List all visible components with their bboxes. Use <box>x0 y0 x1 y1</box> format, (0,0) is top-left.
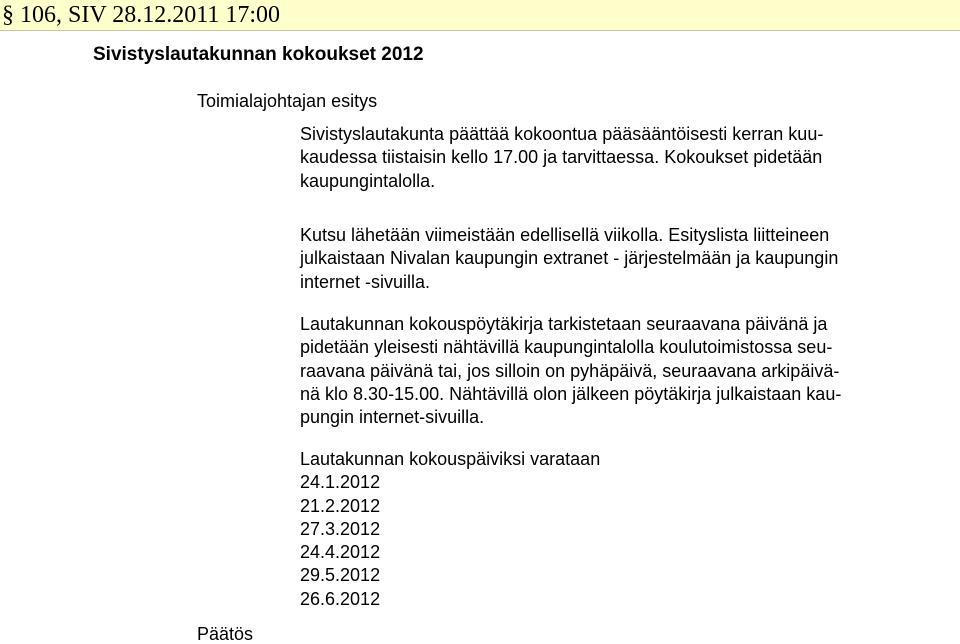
paragraph-line: pidetään yleisesti nähtävillä kaupungintalolla koulutoimistossa seu- <box>300 337 833 358</box>
paragraph-meeting-schedule <box>300 123 900 193</box>
paragraph-line: Lautakunnan kokouspöytäkirja tarkistetaan seuraavana päivänä ja <box>300 314 828 334</box>
paragraph-line: Kutsu lähetään viimeistään edellisellä viikolla. Esityslista liitteineen <box>300 225 830 245</box>
meeting-dates-intro: Lautakunnan kokouspäiviksi varataan <box>300 449 601 469</box>
meeting-date-item: 24.4.2012 <box>300 542 381 563</box>
paragraph-invitation <box>300 224 900 294</box>
paragraph-line: internet -sivuilla. <box>300 271 431 292</box>
decision-heading: Päätös <box>197 624 254 644</box>
meeting-date-item: 21.2.2012 <box>300 495 381 516</box>
paragraph-line: nä klo 8.30-15.00. Nähtävillä olon jälkeen pöytäkirja julkaistaan kau- <box>300 383 842 404</box>
meeting-date-item: 26.6.2012 <box>300 588 381 609</box>
paragraph-line: kaudessa tiistaisin kello 17.00 ja tarvittaessa. Kokoukset pidetään <box>300 147 823 168</box>
document-title: Sivistyslautakunnan kokoukset 2012 <box>93 44 424 65</box>
paragraph-line: pungin internet-sivuilla. <box>300 407 485 428</box>
section-heading: § 106, SIV 28.12.2011 17:00 <box>2 2 281 28</box>
paragraph-line: raavana päivänä tai, jos silloin on pyhäpäivä, seuraavana arkipäivä- <box>300 360 840 381</box>
paragraph-line: julkaistaan Nivalan kaupungin extranet - järjestelmään ja kaupungin <box>300 248 839 269</box>
proposal-heading: Toimialajohtajan esitys <box>197 91 378 111</box>
meeting-dates-block <box>300 448 900 611</box>
paragraph-line: Sivistyslautakunta päättää kokoontua pääsääntöisesti kerran kuu- <box>300 124 824 144</box>
meeting-date-item: 24.1.2012 <box>300 472 381 493</box>
section-header-bar <box>0 0 960 31</box>
meeting-date-item: 29.5.2012 <box>300 565 381 586</box>
paragraph-line: kaupungintalolla. <box>300 170 436 191</box>
meeting-date-item: 27.3.2012 <box>300 518 381 539</box>
paragraph-minutes <box>300 313 900 429</box>
